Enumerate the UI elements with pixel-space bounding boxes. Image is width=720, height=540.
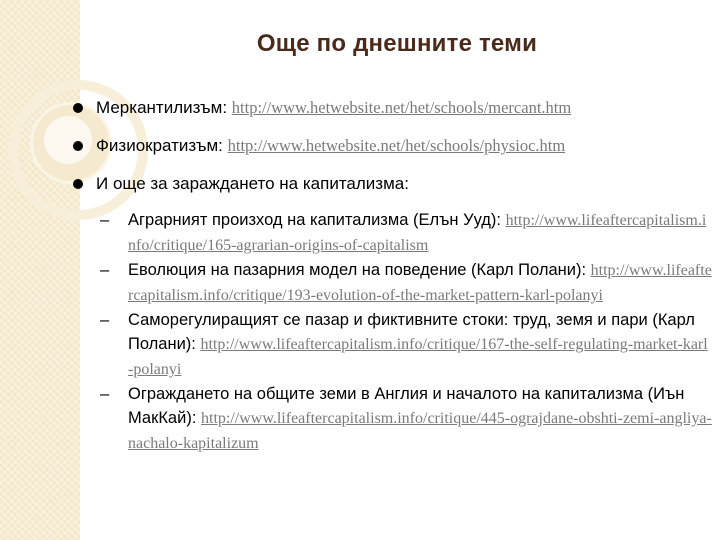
- mercantilism-link[interactable]: http://www.hetwebsite.net/het/schools/mercant.htm: [231, 98, 572, 117]
- dash-marker: –: [100, 385, 110, 403]
- bullet-item-physiocracy: [73, 134, 713, 158]
- sub-item-self-regulating-market: [100, 308, 712, 382]
- physiocracy-link[interactable]: http://www.hetwebsite.net/het/schools/physioc.htm: [227, 136, 566, 155]
- bullet-list: [73, 96, 713, 210]
- self-regulating-market-link[interactable]: http://www.lifeaftercapitalism.info/critique/167-the-self-regulating-market-karl-polanyi: [128, 336, 708, 378]
- bullet-item-capitalism-origins: [73, 172, 713, 196]
- bullet-dot-icon: [73, 141, 83, 151]
- sub-item-market-pattern: [100, 258, 712, 308]
- bullet-item-mercantilism: [73, 96, 713, 120]
- enclosure-link[interactable]: http://www.lifeaftercapitalism.info/critique/445-ograjdane-obshti-zemi-angliya-nachalo-kapitalizum: [128, 410, 712, 452]
- slide-title: Още по днешните теми: [256, 30, 538, 57]
- sub-item-text: Ограждането на общите земи в Англия и началото на капитализма (Иън МакКай):: [128, 385, 685, 427]
- market-pattern-link[interactable]: http://www.lifeaftercapitalism.info/critique/193-evolution-of-the-market-pattern-karl-polanyi: [128, 262, 712, 304]
- sub-item-enclosure: [100, 382, 712, 456]
- bullet-text: Меркантилизъм:: [96, 98, 232, 117]
- dash-marker: –: [100, 211, 110, 229]
- bullet-text: Физиократизъм:: [96, 136, 228, 155]
- sub-item-text: Еволюция на пазарния модел на поведение (Карл Полани):: [128, 261, 591, 279]
- sub-item-text: Аграрният произход на капитализма (Елън Ууд):: [128, 211, 506, 229]
- sub-item-text: Саморегулиращият се пазар и фиктивните стоки: труд, земя и пари (Карл Полани):: [128, 311, 695, 353]
- dash-marker: –: [100, 261, 110, 279]
- bullet-dot-icon: [73, 103, 83, 113]
- agrarian-origins-link[interactable]: http://www.lifeaftercapitalism.info/critique/165-agrarian-origins-of-capitalism: [128, 212, 707, 254]
- sub-item-list: [100, 208, 712, 456]
- sub-item-agrarian-origins: [100, 208, 712, 258]
- dash-marker: –: [100, 311, 110, 329]
- bullet-dot-icon: [73, 179, 83, 189]
- bullet-text: И още за зараждането на капитализма:: [96, 174, 409, 193]
